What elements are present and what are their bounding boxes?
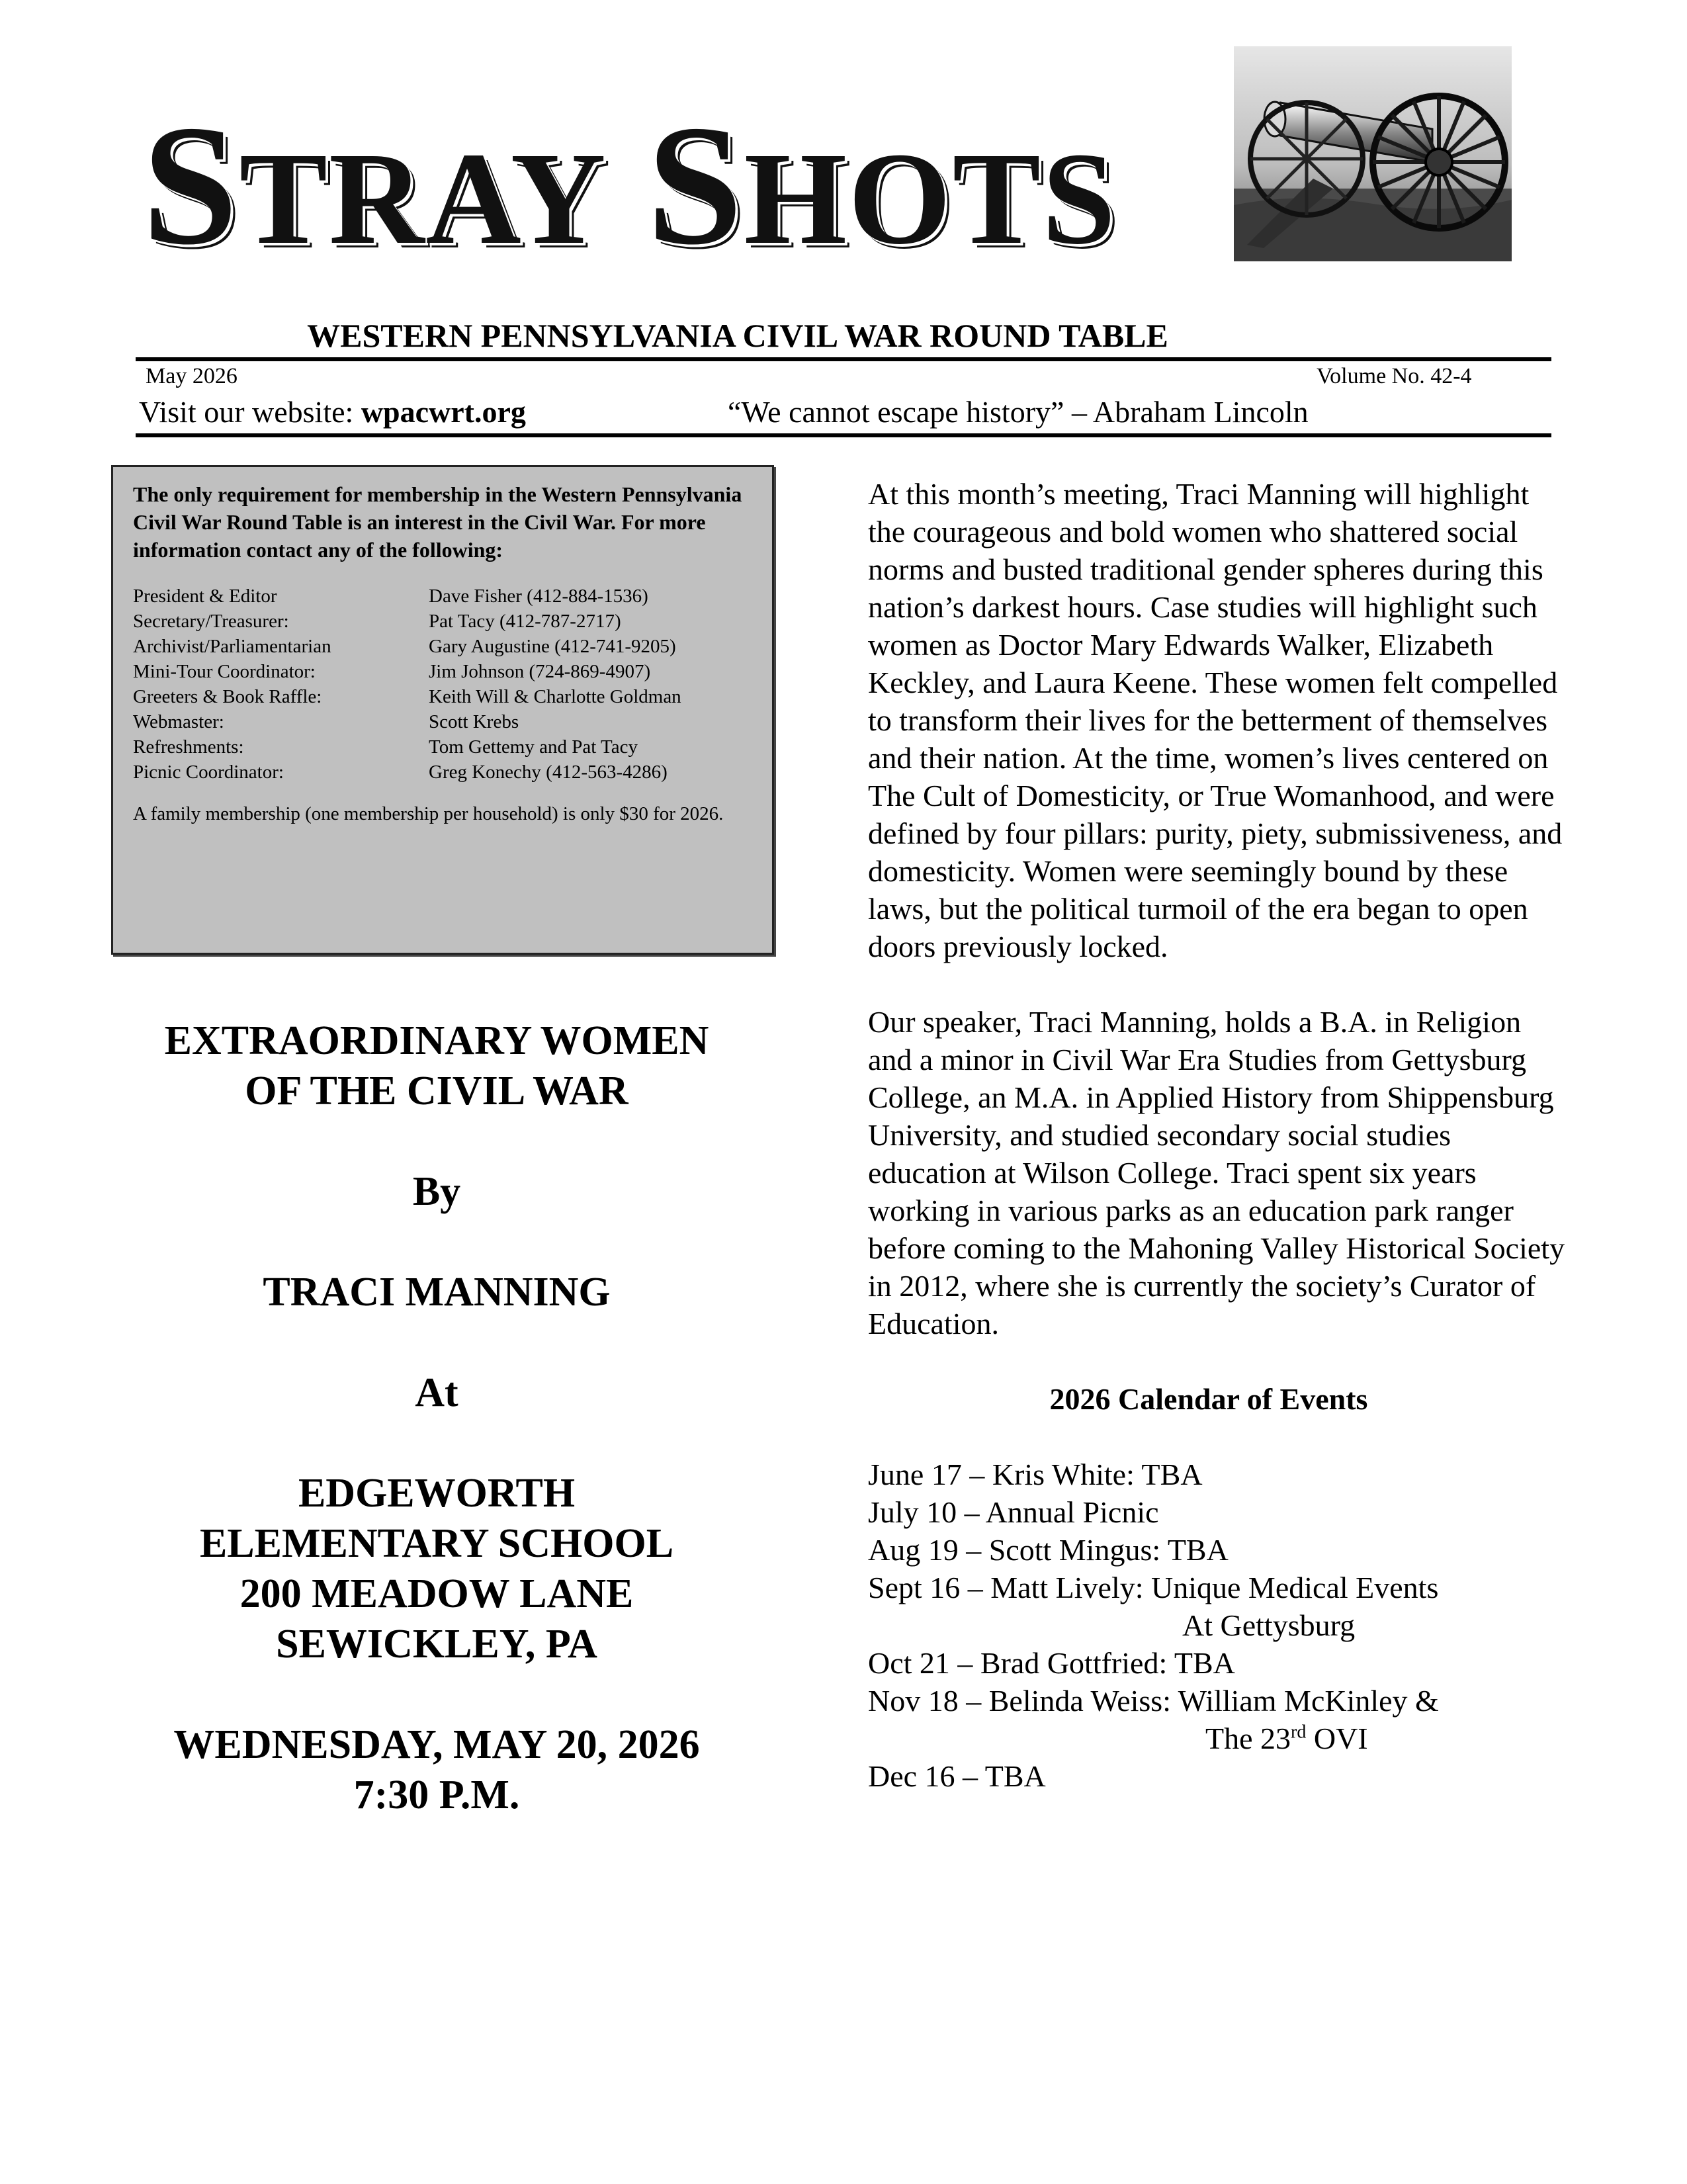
calendar-item-continuation: At Gettysburg <box>1182 1608 1356 1642</box>
officer-row <box>133 584 752 609</box>
at-label: At <box>415 1370 458 1415</box>
officer-name: Keith Will & Charlotte Goldman <box>429 686 681 707</box>
talk-title-line-1: EXTRAORDINARY WOMEN <box>164 1018 709 1063</box>
venue-line-1: EDGEWORTH <box>298 1471 576 1516</box>
talk-title-line-2: OF THE CIVIL WAR <box>245 1069 628 1114</box>
calendar-item-continuation <box>868 1720 1569 1757</box>
officer-row <box>133 734 752 760</box>
officer-row <box>133 634 752 659</box>
membership-info-box <box>111 465 774 955</box>
officer-name: Scott Krebs <box>429 711 519 732</box>
family-membership-note: A family membership (one membership per household) is only $30 for 2026. <box>133 803 724 824</box>
officer-role: Mini-Tour Coordinator: <box>133 661 316 682</box>
masthead-initial-1: S <box>142 90 239 281</box>
officer-name: Dave Fisher (412-884-1536) <box>429 586 648 607</box>
venue-line-4: SEWICKLEY, PA <box>276 1622 597 1667</box>
header-rule-top <box>136 357 1551 361</box>
ovi-prefix: The 23 <box>1205 1722 1291 1755</box>
article-column <box>868 475 1569 1795</box>
website-link[interactable]: wpacwrt.org <box>361 395 526 429</box>
officer-role: Refreshments: <box>133 736 244 758</box>
volume-number: Volume No. 42-4 <box>1317 364 1472 388</box>
membership-intro: The only requirement for membership in the Western Pennsylvania Civil War Round Table is an interest in the Civil War. For more information contact any of the following: <box>133 482 742 562</box>
meeting-time: 7:30 P.M. <box>353 1772 520 1817</box>
officer-list <box>133 584 752 785</box>
organization-name: WESTERN PENNSYLVANIA CIVIL WAR ROUND TABLE <box>307 317 1168 354</box>
calendar-item: Dec 16 – TBA <box>868 1759 1046 1793</box>
officer-role: Picnic Coordinator: <box>133 762 284 783</box>
ordinal-suffix: rd <box>1291 1722 1307 1743</box>
officer-row <box>133 684 752 709</box>
calendar-item: June 17 – Kris White: TBA <box>868 1458 1203 1491</box>
masthead-title <box>142 90 1214 284</box>
officer-role: Webmaster: <box>133 711 224 732</box>
officer-row <box>133 760 752 785</box>
by-label: By <box>412 1169 461 1214</box>
officer-role: Secretary/Treasurer: <box>133 611 289 632</box>
masthead-initial-2: S <box>646 90 744 281</box>
officer-row <box>133 609 752 634</box>
header-rule-bottom <box>136 433 1551 437</box>
calendar-item: Sept 16 – Matt Lively: Unique Medical Events <box>868 1571 1439 1604</box>
ovi-suffix: OVI <box>1306 1722 1368 1755</box>
issue-date: May 2026 <box>146 364 238 388</box>
officer-role: Archivist/Parliamentarian <box>133 636 331 657</box>
venue-line-3: 200 MEADOW LANE <box>239 1571 634 1616</box>
calendar-item: Aug 19 – Scott Mingus: TBA <box>868 1533 1229 1567</box>
masthead-word-2: HOTS <box>744 126 1117 272</box>
officer-name: Gary Augustine (412-741-9205) <box>429 636 676 657</box>
officer-row <box>133 659 752 684</box>
officer-name: Tom Gettemy and Pat Tacy <box>429 736 638 758</box>
website-label: Visit our website: <box>139 395 361 429</box>
article-paragraph-1: At this month’s meeting, Traci Manning will highlight the courageous and bold women who shattered social norms and busted traditional gender spheres during this nation’s darkest hours. Case studies will highlight such women as Doctor Mary Edwards Walker, Elizabeth Keckley, and Laura Keene. These women felt compelled to transform their lives for the betterment of themselves and their nation. At the time, women’s lives centered on The Cult of Domesticity, or True Womanhood, and were defined by four pillars: purity, piety, submissiveness, and domesticity. Women were seemingly bound by these laws, but the political turmoil of the era began to open doors previously locked. <box>868 477 1563 963</box>
officer-role: President & Editor <box>133 586 277 607</box>
cannon-photo <box>1234 46 1512 261</box>
calendar-heading: 2026 Calendar of Events <box>1049 1382 1368 1416</box>
article-paragraph-2: Our speaker, Traci Manning, holds a B.A. in Religion and a minor in Civil War Era Studies from Gettysburg College, an M.A. in Applied History from Shippensburg University, and studied secondary social studies education at Wilson College. Traci spent six years working in various parks as an education park ranger before coming to the Mahoning Valley Historical Society in 2012, where she is currently the society’s Curator of Education. <box>868 1005 1565 1340</box>
calendar-item: Oct 21 – Brad Gottfried: TBA <box>868 1646 1235 1680</box>
website-line <box>139 394 526 429</box>
officer-row <box>133 709 752 734</box>
meeting-announcement <box>99 1016 774 1820</box>
calendar-list <box>868 1456 1569 1795</box>
venue-line-2: ELEMENTARY SCHOOL <box>199 1521 674 1566</box>
officer-name: Greg Konechy (412-563-4286) <box>429 762 668 783</box>
officer-name: Pat Tacy (412-787-2717) <box>429 611 621 632</box>
masthead-word-1: TRAY <box>239 126 607 272</box>
officer-name: Jim Johnson (724-869-4907) <box>429 661 651 682</box>
speaker-name: TRACI MANNING <box>263 1270 611 1315</box>
calendar-item: Nov 18 – Belinda Weiss: William McKinley & <box>868 1684 1439 1718</box>
officer-role: Greeters & Book Raffle: <box>133 686 322 707</box>
lincoln-quote: “We cannot escape history” – Abraham Lincoln <box>728 395 1309 429</box>
calendar-item: July 10 – Annual Picnic <box>868 1495 1159 1529</box>
meeting-date: WEDNESDAY, MAY 20, 2026 <box>173 1722 700 1767</box>
